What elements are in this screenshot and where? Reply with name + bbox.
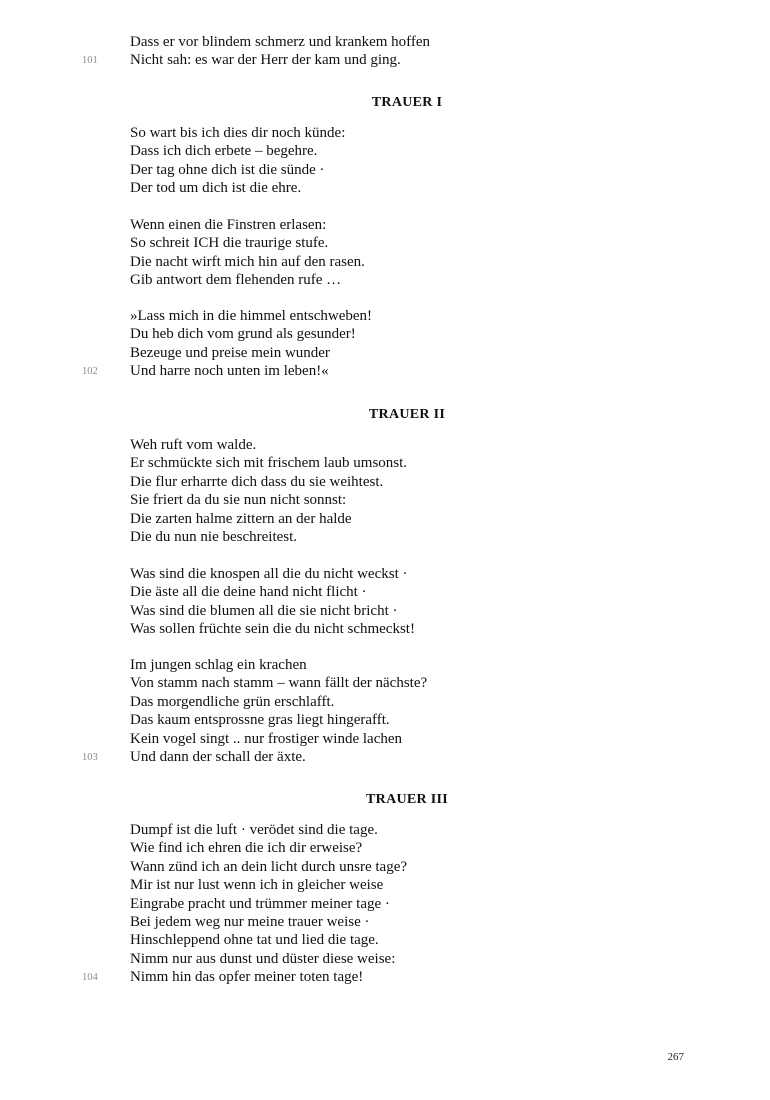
verse-line: Die nacht wirft mich hin auf den rasen.: [130, 253, 365, 270]
verse-line: Eingrabe pracht und trümmer meiner tage ·: [130, 895, 390, 912]
verse-line: Was sind die knospen all die du nicht weckst ·: [130, 566, 408, 582]
poem2-stanza3: [0, 656, 770, 766]
verse-line: Gib antwort dem flehenden rufe …: [130, 272, 342, 289]
poem-number-marker: 101: [82, 55, 98, 67]
verse-line: Was sollen früchte sein die du nicht schmeckst!: [130, 621, 415, 638]
verse-line: Was sind die blumen all die sie nicht bricht ·: [130, 602, 398, 619]
poem-title: TRAUER II: [368, 407, 446, 422]
verse-line: Dass ich dich erbete – begehre.: [130, 143, 318, 160]
verse-line: Die äste all die deine hand nicht flicht ·: [130, 584, 367, 601]
poem-title: TRAUER I: [371, 95, 443, 110]
page-number: 267: [667, 1051, 684, 1063]
verse-line: Mir ist nur lust wenn ich in gleicher weise: [130, 877, 384, 894]
verse-line: Dumpf ist die luft · verödet sind die tage.: [130, 822, 378, 838]
verse-line: Sie friert da du sie nun nicht sonnst:: [130, 492, 347, 509]
verse-line: Du heb dich vom grund als gesunder!: [130, 326, 356, 343]
verse-line: Die du nun nie beschreitest.: [130, 528, 298, 545]
verse-line: Wenn einen die Finstren erlasen:: [130, 217, 327, 233]
verse-line: Das morgendliche grün erschlafft.: [130, 693, 335, 710]
verse-line: 101 Nicht sah: es war der Herr der kam und ging.: [0, 51, 770, 69]
verse-line: Das kaum entsprossne gras liegt hingerafft.: [130, 712, 390, 729]
poem-number-marker: 102: [82, 366, 98, 378]
verse-line: So schreit ICH die traurige stufe.: [130, 235, 329, 252]
verse-line: Der tag ohne dich ist die sünde ·: [130, 161, 325, 178]
poem3-stanza1: [0, 821, 770, 987]
verse-line: »Lass mich in die himmel entschweben!: [130, 308, 373, 324]
verse-line: 103 Und dann der schall der äxte.: [0, 748, 770, 766]
verse-line: Wie find ich ehren die ich dir erweise?: [130, 840, 363, 857]
poem2-stanza1: [0, 436, 770, 546]
verse-line: Kein vogel singt .. nur frostiger winde lachen: [130, 730, 403, 747]
verse-line: Hinschleppend ohne tat und lied die tage.: [130, 932, 379, 949]
verse-line: Im jungen schlag ein krachen: [130, 657, 307, 673]
poem1-stanza3: [0, 307, 770, 381]
verse-line: Weh ruft vom walde.: [130, 437, 257, 453]
verse-line: 102 Und harre noch unten im leben!«: [0, 362, 770, 380]
verse-line: Wann zünd ich an dein licht durch unsre tage?: [130, 858, 408, 875]
poem2-stanza2: [0, 565, 770, 639]
verse-line: Die flur erharrte dich dass du sie weihtest.: [130, 473, 384, 490]
verse-line: So wart bis ich dies dir noch künde:: [130, 125, 346, 141]
verse-line: Bei jedem weg nur meine trauer weise ·: [130, 913, 370, 930]
verse-line: Dass er vor blindem schmerz und krankem hoffen: [130, 34, 431, 50]
opening-stanza: [0, 33, 770, 70]
poem-number-marker: 103: [82, 751, 98, 763]
verse-line: Er schmückte sich mit frischem laub umsonst.: [130, 455, 408, 472]
verse-line: 104 Nimm hin das opfer meiner toten tage!: [0, 968, 770, 986]
verse-line: Von stamm nach stamm – wann fällt der nächste?: [130, 675, 428, 692]
verse-line: Bezeuge und preise mein wunder: [130, 344, 330, 361]
verse-line: Die zarten halme zittern an der halde: [130, 510, 352, 527]
poem-title: TRAUER III: [366, 792, 448, 807]
verse-line: Nimm nur aus dunst und düster diese weise:: [130, 950, 396, 967]
verse-line: Der tod um dich ist die ehre.: [130, 180, 302, 197]
poem-number-marker: 104: [82, 972, 98, 984]
poem1-stanza2: [0, 216, 770, 290]
poem1-stanza1: [0, 124, 770, 198]
